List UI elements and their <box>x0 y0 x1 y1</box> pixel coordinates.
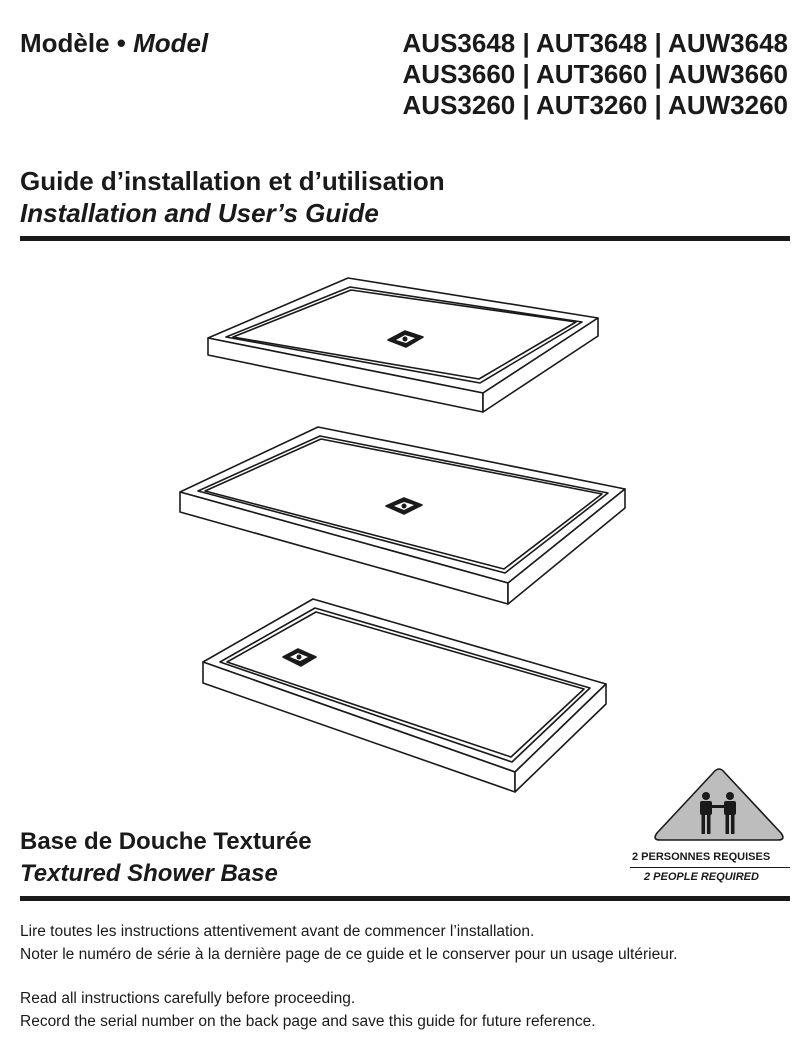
model-line: AUS3260 | AUT3260 | AUW3260 <box>402 90 788 120</box>
notes-en <box>20 987 596 1033</box>
note-line: Lire toutes les instructions attentivement avant de commencer l’installation. <box>20 923 535 940</box>
guide-title-fr: Guide d’installation et d’utilisation <box>20 166 445 196</box>
notes-fr <box>20 920 677 966</box>
guide-title-en: Installation and User’s Guide <box>20 198 379 228</box>
model-label-fr: Modèle • <box>20 28 134 58</box>
people-divider <box>630 867 790 868</box>
model-label-en: Model <box>133 28 209 58</box>
product-name-fr: Base de Douche Texturée <box>20 828 312 855</box>
two-people-warning-icon <box>655 769 783 840</box>
model-line: AUS3660 | AUT3660 | AUW3660 <box>402 59 788 89</box>
model-line: AUS3648 | AUT3648 | AUW3648 <box>402 28 788 58</box>
product-name-en: Textured Shower Base <box>20 860 278 887</box>
note-line: Read all instructions carefully before proceeding. <box>20 990 356 1007</box>
note-line: Record the serial number on the back page and save this guide for future reference. <box>20 1013 596 1030</box>
people-required-en: 2 PEOPLE REQUIRED <box>644 871 759 883</box>
shower-base-illustration <box>203 599 606 792</box>
note-line: Noter le numéro de série à la dernière page de ce guide et le conserver pour un usage ultérieur. <box>20 946 678 963</box>
shower-base-illustration <box>208 278 598 412</box>
divider-bottom <box>20 896 790 901</box>
people-required-fr: 2 PERSONNES REQUISES <box>632 851 771 863</box>
product-name <box>20 826 312 890</box>
shower-base-illustration <box>180 427 625 604</box>
